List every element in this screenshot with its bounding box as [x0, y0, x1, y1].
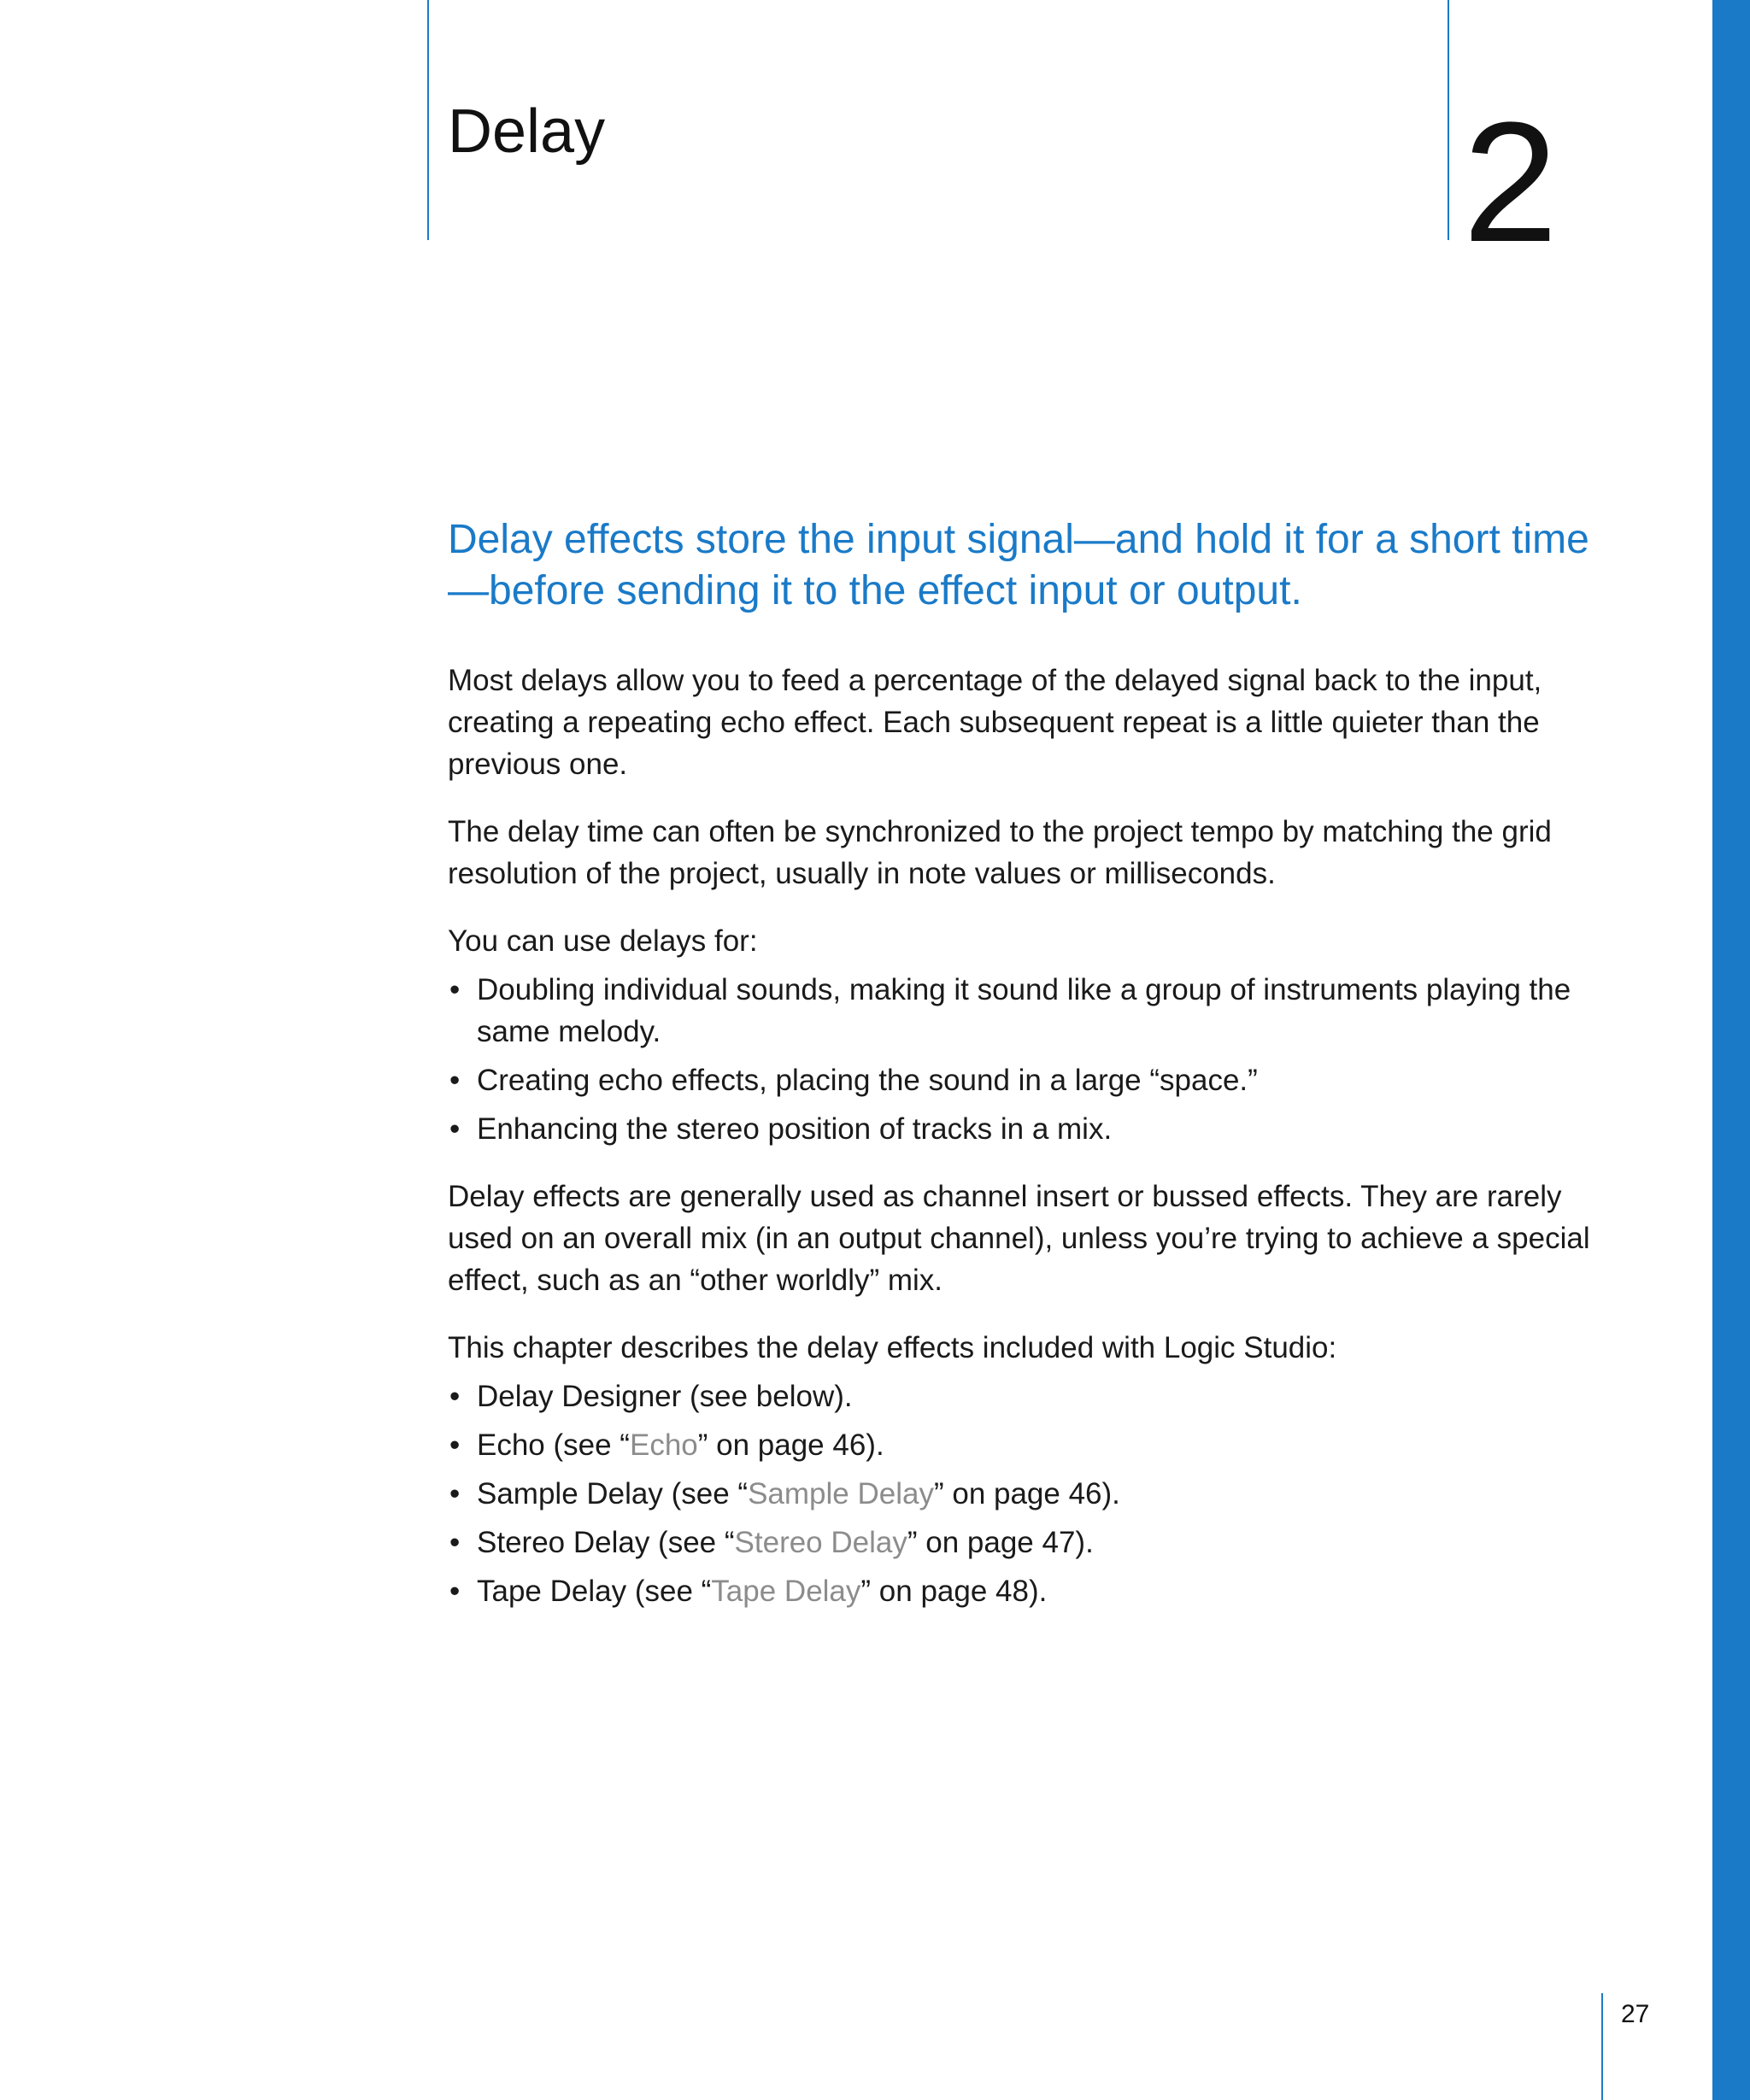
- bullet-icon: •: [449, 1064, 461, 1097]
- chapter-title: Delay: [448, 97, 606, 166]
- list-item-suffix: ” on page 46).: [933, 1477, 1120, 1510]
- body-text: [448, 660, 1593, 1638]
- tape-delay-link[interactable]: Tape Delay: [711, 1575, 861, 1608]
- effects-list: [448, 1376, 1593, 1612]
- bullet-icon: •: [449, 1477, 461, 1510]
- list-item-suffix: ” on page 47).: [907, 1526, 1094, 1559]
- bullet-icon: •: [449, 1380, 461, 1413]
- page-number: 27: [1621, 2000, 1650, 2028]
- list-item-suffix: ” on page 46).: [697, 1428, 884, 1462]
- list-item-prefix: Echo (see “: [477, 1428, 630, 1462]
- bullet-icon: •: [449, 1428, 461, 1462]
- list-item-suffix: ” on page 48).: [860, 1575, 1048, 1608]
- echo-link[interactable]: Echo: [629, 1428, 698, 1462]
- list-item: [448, 1108, 1593, 1150]
- list-item-text: Creating echo effects, placing the sound in a large “space.”: [477, 1064, 1258, 1097]
- footer-rule: [1601, 1993, 1603, 2100]
- bullet-icon: •: [449, 1112, 461, 1146]
- bullet-icon: •: [449, 973, 461, 1006]
- list-item-prefix: Stereo Delay (see “: [477, 1526, 735, 1559]
- title-left-rule: [427, 0, 429, 240]
- paragraph-feedback: Most delays allow you to feed a percentage of the delayed signal back to the input, creating a repeating echo effect. Each subsequent repeat is a little quieter than the previous one.: [448, 664, 1542, 781]
- list-item: [448, 969, 1593, 1053]
- stereo-delay-link[interactable]: Stereo Delay: [734, 1526, 907, 1559]
- list-item-text: Delay Designer (see below).: [477, 1380, 853, 1413]
- uses-list: [448, 969, 1593, 1150]
- list-item: [448, 1570, 1593, 1612]
- list-item-prefix: Sample Delay (see “: [477, 1477, 749, 1510]
- chapter-number-rule: [1448, 0, 1449, 240]
- list-item: [448, 1376, 1593, 1417]
- chapter-side-tab: [1712, 0, 1750, 2100]
- list-item: [448, 1059, 1593, 1101]
- paragraph-sync: The delay time can often be synchronized to the project tempo by matching the grid resolution of the project, usually in note values or milliseconds.: [448, 815, 1552, 890]
- list-item: [448, 1424, 1593, 1466]
- list-item-text: Enhancing the stereo position of tracks in a mix.: [477, 1112, 1113, 1146]
- chapter-number: 2: [1463, 87, 1559, 278]
- list-item-text: Doubling individual sounds, making it sound like a group of instruments playing the same melody.: [477, 973, 1571, 1048]
- sample-delay-link[interactable]: Sample Delay: [748, 1477, 934, 1510]
- list-item: [448, 1473, 1593, 1515]
- intro-text: Delay effects store the input signal—and hold it for a short time—before sending it to the effect input or output.: [448, 517, 1589, 613]
- paragraph-insert-effects: Delay effects are generally used as channel insert or bussed effects. They are rarely used on an overall mix (in an output channel), unless you’re trying to achieve a special effect, such as an “other worldly” mix.: [448, 1180, 1590, 1297]
- bullet-icon: •: [449, 1526, 461, 1559]
- paragraph-uses-lead: You can use delays for:: [448, 924, 758, 958]
- list-item: [448, 1522, 1593, 1563]
- paragraph-effects-lead: This chapter describes the delay effects included with Logic Studio:: [448, 1331, 1337, 1364]
- bullet-icon: •: [449, 1575, 461, 1608]
- list-item-prefix: Tape Delay (see “: [477, 1575, 712, 1608]
